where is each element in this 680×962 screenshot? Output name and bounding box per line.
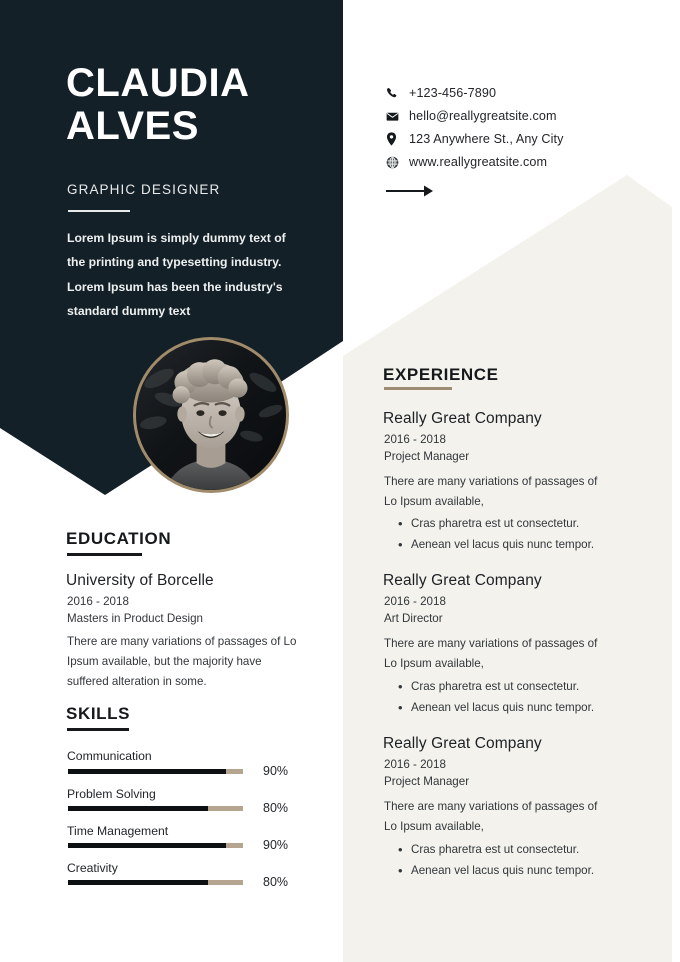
list-item: • Aenean vel lacus quis nunc tempor.: [402, 860, 642, 881]
experience-years-1: 2016 - 2018: [384, 433, 446, 446]
experience-bullets-1: [388, 513, 642, 555]
experience-description-2: There are many variations of passages of Lo Ipsum available,: [384, 637, 598, 670]
experience-description-3: There are many variations of passages of Lo Ipsum available,: [384, 800, 598, 833]
contact-item-email[interactable]: [386, 105, 626, 127]
list-item: • Aenean vel lacus quis nunc tempor.: [402, 697, 642, 718]
job-title: GRAPHIC DESIGNER: [67, 182, 221, 197]
skill-bar-fill: [68, 806, 208, 811]
list-item: • Aenean vel lacus quis nunc tempor.: [402, 534, 642, 555]
education-heading-rule: [67, 553, 142, 556]
profile-summary: Lorem Ipsum is simply dummy text of the printing and typesetting industry. Lorem Ipsum has been the industry's standard dummy text: [67, 231, 286, 319]
skill-label-communication: Communication: [67, 749, 152, 763]
portrait-photo: [136, 340, 286, 490]
experience-company-3: Really Great Company: [383, 735, 542, 752]
contact-item-location[interactable]: [386, 128, 626, 150]
website-icon: [386, 156, 406, 169]
phone-icon: [386, 87, 406, 99]
skill-bar-creativity: [68, 880, 243, 885]
experience-years-3: 2016 - 2018: [384, 758, 446, 771]
title-divider: [68, 210, 130, 212]
last-name: ALVES: [66, 104, 199, 149]
skill-percent-creativity: 80%: [263, 875, 289, 889]
list-item: • Cras pharetra est ut consectetur.: [402, 513, 642, 534]
skill-bar-communication: [68, 769, 243, 774]
contact-email-value: hello@reallygreatsite.com: [409, 109, 557, 123]
name-block: [66, 62, 326, 148]
skill-bar-time-management: [68, 843, 243, 848]
first-name: CLAUDIA: [66, 61, 250, 105]
arrow-right-icon: [386, 183, 434, 199]
experience-bullets-3: [388, 839, 642, 881]
list-item: • Cras pharetra est ut consectetur.: [402, 839, 642, 860]
skill-percent-time-management: 90%: [263, 838, 289, 852]
skill-bar-problem-solving: [68, 806, 243, 811]
location-icon: [386, 132, 406, 146]
contact-item-website[interactable]: [386, 151, 626, 173]
experience-role-1: Project Manager: [384, 450, 470, 463]
contact-list: [386, 82, 626, 174]
email-icon: [386, 110, 406, 123]
experience-years-2: 2016 - 2018: [384, 595, 446, 608]
experience-role-3: Project Manager: [384, 775, 470, 788]
experience-description-1: There are many variations of passages of Lo Ipsum available,: [384, 475, 598, 508]
experience-company-2: Really Great Company: [383, 572, 542, 589]
education-degree: Masters in Product Design: [67, 612, 203, 625]
education-years: 2016 - 2018: [67, 595, 129, 608]
contact-phone-value: +123-456-7890: [409, 86, 497, 100]
skill-label-time-management: Time Management: [67, 824, 169, 838]
avatar-image: [136, 340, 286, 490]
experience-role-2: Art Director: [384, 612, 443, 625]
skills-heading: SKILLS: [66, 704, 131, 723]
experience-heading: EXPERIENCE: [383, 365, 499, 384]
skill-label-creativity: Creativity: [67, 861, 118, 875]
experience-company-1: Really Great Company: [383, 410, 542, 427]
skills-heading-rule: [67, 728, 129, 731]
education-heading: EDUCATION: [66, 529, 172, 548]
contact-location-value: 123 Anywhere St., Any City: [409, 132, 564, 146]
skill-percent-problem-solving: 80%: [263, 801, 289, 815]
skill-bar-fill: [68, 843, 226, 848]
education-description: There are many variations of passages of Lo Ipsum available, but the majority have suffered alteration in some.: [67, 635, 297, 688]
skill-label-problem-solving: Problem Solving: [67, 787, 156, 801]
education-school: University of Borcelle: [66, 572, 214, 589]
contact-website-value: www.reallygreatsite.com: [409, 155, 548, 169]
skill-bar-fill: [68, 769, 226, 774]
experience-bullets-2: [388, 676, 642, 718]
skill-bar-fill: [68, 880, 208, 885]
experience-heading-rule: [384, 387, 452, 390]
avatar: [133, 337, 289, 493]
skill-percent-communication: 90%: [263, 764, 289, 778]
contact-item-phone[interactable]: [386, 82, 626, 104]
list-item: • Cras pharetra est ut consectetur.: [402, 676, 642, 697]
